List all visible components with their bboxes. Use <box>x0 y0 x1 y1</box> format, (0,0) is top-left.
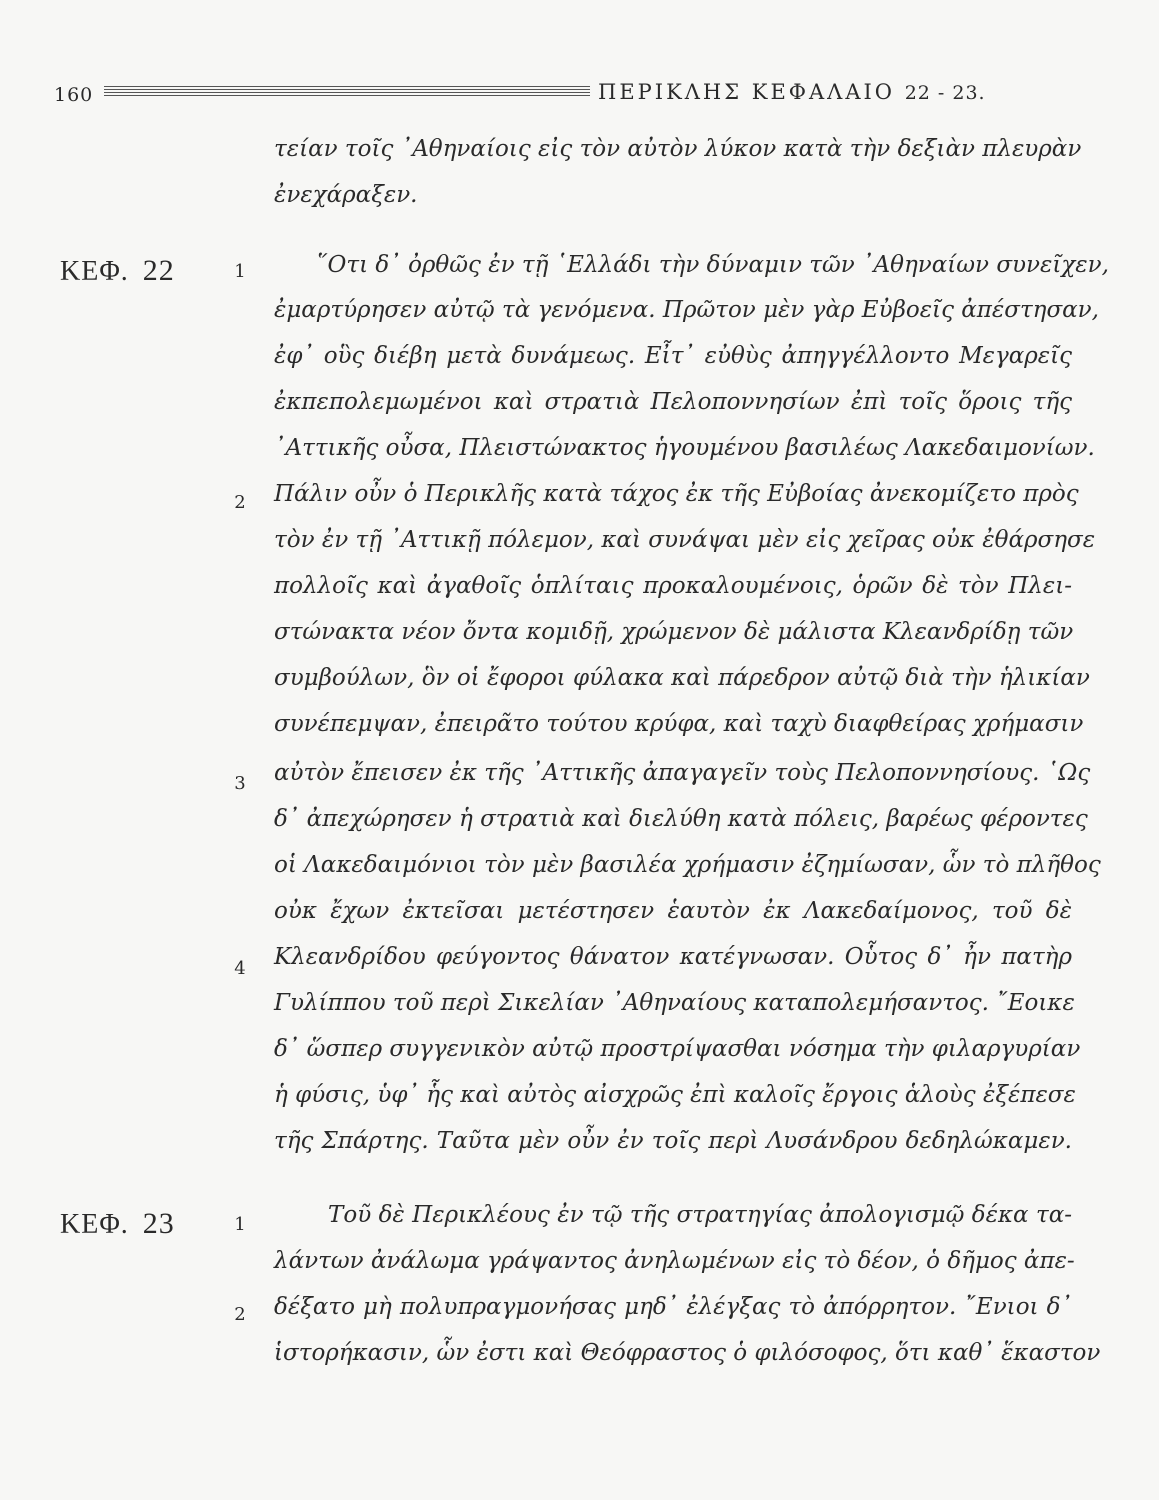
text-line: ἐκπεπολεμωμένοι καὶ στρατιὰ Πελοποννησίων ἐπὶ τοῖς ὅροις τῆς <box>274 389 1072 415</box>
text-line: ἐνεχάραξεν. <box>274 182 418 208</box>
text-line: ἐφ᾿ οὓς διέβη μετὰ δυνάμεως. Εἶτ᾿ εὐθὺς ἀπηγγέλλοντο Μεγαρεῖς <box>274 343 1072 369</box>
text-line: στώνακτα νέον ὄντα κομιδῇ, χρώμενον δὲ μάλιστα Κλεανδρίδῃ τῶν <box>274 619 1074 645</box>
chapter-prefix: ΚΕΦ. <box>60 256 129 287</box>
text-line: δέξατο μὴ πολυπραγμονήσας μηδ᾿ ἐλέγξας τὸ ἀπόρρητον. ῎Ενιοι δ᾿ <box>274 1294 1072 1320</box>
section-number: 3 <box>234 773 246 794</box>
chapter-prefix: ΚΕΦ. <box>60 1209 129 1240</box>
running-title-text: ΠΕΡΙΚΛΗΣ ΚΕΦΑΛΑΙΟ <box>598 80 896 104</box>
text-line: τῆς Σπάρτης. Ταῦτα μὲν οὖν ἐν τοῖς περὶ Λυσάνδρου δεδηλώκαμεν. <box>274 1128 1072 1154</box>
text-line: δ᾿ ὥσπερ συγγενικὸν αὐτῷ προστρίψασθαι νόσημα τὴν φιλαργυρίαν <box>274 1036 1081 1062</box>
chapter-number: 23 <box>142 1207 175 1240</box>
text-line: τὸν ἐν τῇ ᾿Αττικῇ πόλεμον, καὶ συνάψαι μὲν εἰς χεῖρας οὐκ ἐθάρσησε <box>274 527 1096 553</box>
chapter-number: 22 <box>142 254 175 287</box>
text-line: πολλοῖς καὶ ἀγαθοῖς ὁπλίταις προκαλουμένοις, ὁρῶν δὲ τὸν Πλει- <box>274 573 1072 599</box>
text-line: συμβούλων, ὃν οἱ ἔφοροι φύλακα καὶ πάρεδρον αὐτῷ διὰ τὴν ἡλικίαν <box>274 665 1090 691</box>
running-title-chapters: 22 - 23. <box>904 82 986 104</box>
text-line: ἱστορήκασιν, ὧν ἐστι καὶ Θεόφραστος ὁ φιλόσοφος, ὅτι καθ᾿ ἕκαστον <box>274 1340 1101 1366</box>
running-title <box>598 80 986 104</box>
text-line: ῞Οτι δ᾿ ὀρθῶς ἐν τῇ ῾Ελλάδι τὴν δύναμιν τῶν ᾿Αθηναίων συνεῖχεν, <box>316 252 1109 278</box>
text-line: Τοῦ δὲ Περικλέους ἐν τῷ τῆς στρατηγίας ἀπολογισμῷ δέκα τα- <box>328 1202 1072 1228</box>
section-number: 1 <box>234 261 246 282</box>
text-line: ᾿Αττικῆς οὖσα, Πλειστώνακτος ἡγουμένου βασιλέως Λακεδαιμονίων. <box>274 435 1095 461</box>
running-header <box>0 0 1159 130</box>
text-line: δ᾿ ἀπεχώρησεν ἡ στρατιὰ καὶ διελύθη κατὰ πόλεις, βαρέως φέροντες <box>274 806 1088 832</box>
header-rule <box>104 86 590 98</box>
text-line: Κλεανδρίδου φεύγοντος θάνατον κατέγνωσαν. Οὗτος δ᾿ ἦν πατὴρ <box>274 944 1072 970</box>
text-line: ἐμαρτύρησεν αὐτῷ τὰ γενόμενα. Πρῶτον μὲν γὰρ Εὐβοεῖς ἀπέστησαν, <box>274 297 1099 323</box>
page-number: 160 <box>54 84 94 106</box>
text-line: αὐτὸν ἔπεισεν ἐκ τῆς ᾿Αττικῆς ἀπαγαγεῖν τοὺς Πελοποννησίους. ῾Ως <box>274 760 1091 786</box>
text-line: λάντων ἀνάλωμα γράψαντος ἀνηλωμένων εἰς τὸ δέον, ὁ δῆμος ἀπε- <box>274 1248 1075 1274</box>
chapter-label-22 <box>60 254 175 288</box>
text-line: οὐκ ἔχων ἐκτεῖσαι μετέστησεν ἑαυτὸν ἐκ Λακεδαίμονος, τοῦ δὲ <box>274 898 1072 924</box>
text-line: τείαν τοῖς ᾿Αθηναίοις εἰς τὸν αὐτὸν λύκον κατὰ τὴν δεξιὰν πλευρὰν <box>274 136 1082 162</box>
section-number: 2 <box>234 492 246 513</box>
text-line: Γυλίππου τοῦ περὶ Σικελίαν ᾿Αθηναίους καταπολεμήσαντος. ῎Εοικε <box>274 990 1075 1016</box>
section-number: 4 <box>234 958 246 979</box>
text-line: συνέπεμψαν, ἐπειρᾶτο τούτου κρύφα, καὶ ταχὺ διαφθείρας χρήμασιν <box>274 711 1084 737</box>
chapter-label-23 <box>60 1207 175 1241</box>
section-number: 2 <box>234 1304 246 1325</box>
text-line: ἡ φύσις, ὑφ᾿ ἧς καὶ αὐτὸς αἰσχρῶς ἐπὶ καλοῖς ἔργοις ἁλοὺς ἐξέπεσε <box>274 1082 1076 1108</box>
text-line: οἱ Λακεδαιμόνιοι τὸν μὲν βασιλέα χρήμασιν ἐζημίωσαν, ὧν τὸ πλῆθος <box>274 852 1101 878</box>
section-number: 1 <box>234 1214 246 1235</box>
text-line: Πάλιν οὖν ὁ Περικλῆς κατὰ τάχος ἐκ τῆς Εὐβοίας ἀνεκομίζετο πρὸς <box>274 481 1079 507</box>
